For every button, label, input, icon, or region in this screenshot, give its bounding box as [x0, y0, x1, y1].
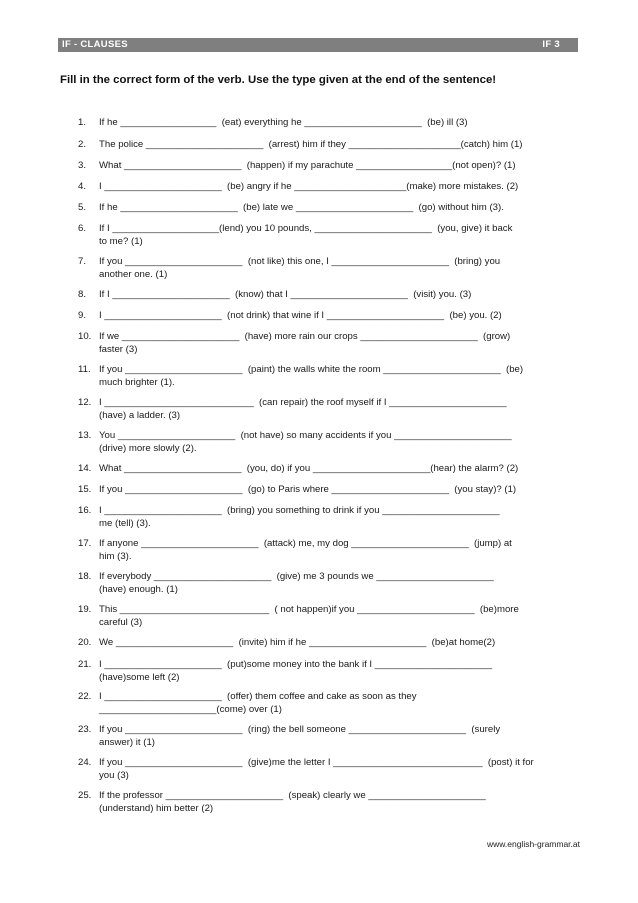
- item-number: 14.: [78, 463, 92, 474]
- item-text: What ______________________ (happen) if my parachute __________________(not open)? (1): [99, 160, 516, 171]
- item-text: If he __________________ (eat) everything he ______________________ (be) ill (3): [99, 117, 468, 128]
- exercise-item: [78, 181, 588, 194]
- header-section: IF 3: [542, 39, 560, 50]
- exercise-item: [78, 637, 588, 650]
- item-text: I ______________________ (be) angry if he _____________________(make) more mistakes. (2): [99, 181, 519, 192]
- item-number: 19.: [78, 604, 92, 615]
- item-text: We ______________________ (invite) him if he ______________________ (be)at home(2): [99, 637, 496, 648]
- item-text: If you ______________________ (ring) the bell someone ______________________ (surely answer) it (1): [99, 724, 501, 748]
- exercise-item: [78, 310, 588, 323]
- item-number: 9.: [78, 310, 87, 321]
- exercise-item: [78, 202, 588, 215]
- item-number: 22.: [78, 691, 92, 702]
- item-number: 20.: [78, 637, 92, 648]
- item-text: If he ______________________ (be) late we ______________________ (go) without him (3).: [99, 202, 504, 213]
- exercise-item: [78, 331, 588, 356]
- item-number: 4.: [78, 181, 87, 192]
- header-title: IF - CLAUSES: [62, 39, 128, 50]
- exercise-item: [78, 604, 588, 629]
- item-number: 15.: [78, 484, 92, 495]
- item-number: 23.: [78, 724, 92, 735]
- exercise-item: [78, 757, 588, 782]
- exercise-item: [78, 256, 588, 281]
- exercise-item: [78, 463, 588, 476]
- exercise-item: [78, 691, 588, 716]
- item-number: 10.: [78, 331, 92, 342]
- item-number: 16.: [78, 505, 92, 516]
- exercise-item: [78, 724, 588, 749]
- item-text: If everybody ______________________ (give) me 3 pounds we ______________________ (have) enough. (1): [99, 571, 494, 595]
- website-footer: www.english-grammar.at: [486, 839, 580, 849]
- exercise-item: [78, 571, 588, 596]
- item-number: 18.: [78, 571, 92, 582]
- item-text: If the professor ______________________ (speak) clearly we ______________________ (understand) him better (2): [99, 790, 486, 814]
- exercise-item: [78, 538, 588, 563]
- exercise-item: [78, 160, 588, 173]
- item-text: If you ______________________ (not like) this one, I ______________________ (bring) you another one. (1): [99, 256, 501, 280]
- exercise-item: [78, 139, 588, 152]
- exercise-item: [78, 430, 588, 455]
- exercise-item: [78, 117, 588, 130]
- instruction-text: Fill in the correct form of the verb. Use the type given at the end of the sentence!: [60, 74, 497, 86]
- item-text: This ____________________________ ( not happen)if you ______________________ (be)more careful (3): [99, 604, 519, 628]
- exercise-item: [78, 289, 588, 302]
- item-number: 21.: [78, 659, 92, 670]
- item-number: 5.: [78, 202, 87, 213]
- item-text: I ______________________ (not drink) that wine if I ______________________ (be) you. (2): [99, 310, 502, 321]
- item-text: If I ______________________ (know) that I ______________________ (visit) you. (3): [99, 289, 472, 300]
- exercise-item: [78, 790, 588, 815]
- item-number: 11.: [78, 364, 91, 375]
- item-number: 8.: [78, 289, 87, 300]
- exercise-item: [78, 505, 588, 530]
- item-text: I ____________________________ (can repair) the roof myself if I ______________________ (have) a ladder. (3): [99, 397, 507, 421]
- item-number: 17.: [78, 538, 92, 549]
- item-text: If anyone ______________________ (attack) me, my dog ______________________ (jump) at him (3).: [99, 538, 512, 562]
- header-bar: [58, 38, 578, 52]
- item-text: If you ______________________ (paint) the walls white the room ______________________ (be) much brighter (1).: [99, 364, 524, 388]
- item-number: 1.: [78, 117, 87, 128]
- exercise-item: [78, 364, 588, 389]
- item-text: If we ______________________ (have) more rain our crops ______________________ (grow) faster (3): [99, 331, 511, 355]
- item-text: I ______________________ (bring) you something to drink if you ______________________ me (tell) (3).: [99, 505, 500, 529]
- item-text: I ______________________ (put)some money into the bank if I ______________________ (have)some left (2): [99, 659, 493, 683]
- item-text: I ______________________ (offer) them coffee and cake as soon as they ______________________(come) over (1): [99, 691, 417, 715]
- item-number: 13.: [78, 430, 92, 441]
- item-number: 12.: [78, 397, 92, 408]
- item-text: If I ____________________(lend) you 10 pounds, ______________________ (you, give) it back to me? (1): [99, 223, 513, 247]
- item-text: The police ______________________ (arrest) him if they _____________________(catch) him (1): [99, 139, 523, 150]
- item-number: 6.: [78, 223, 87, 234]
- item-number: 3.: [78, 160, 87, 171]
- item-number: 7.: [78, 256, 87, 267]
- exercise-item: [78, 397, 588, 422]
- item-text: If you ______________________ (go) to Paris where ______________________ (you stay)? (1): [99, 484, 517, 495]
- exercise-item: [78, 484, 588, 497]
- item-text: What ______________________ (you, do) if you ______________________(hear) the alarm? (2): [99, 463, 519, 474]
- exercise-item: [78, 223, 588, 248]
- item-text: You ______________________ (not have) so many accidents if you ______________________ (drive) more slowly (2).: [99, 430, 512, 454]
- item-text: If you ______________________ (give)me the letter I ____________________________ (post) it for you (3): [99, 757, 534, 781]
- exercise-item: [78, 659, 588, 684]
- item-number: 24.: [78, 757, 92, 768]
- item-number: 2.: [78, 139, 87, 150]
- item-number: 25.: [78, 790, 92, 801]
